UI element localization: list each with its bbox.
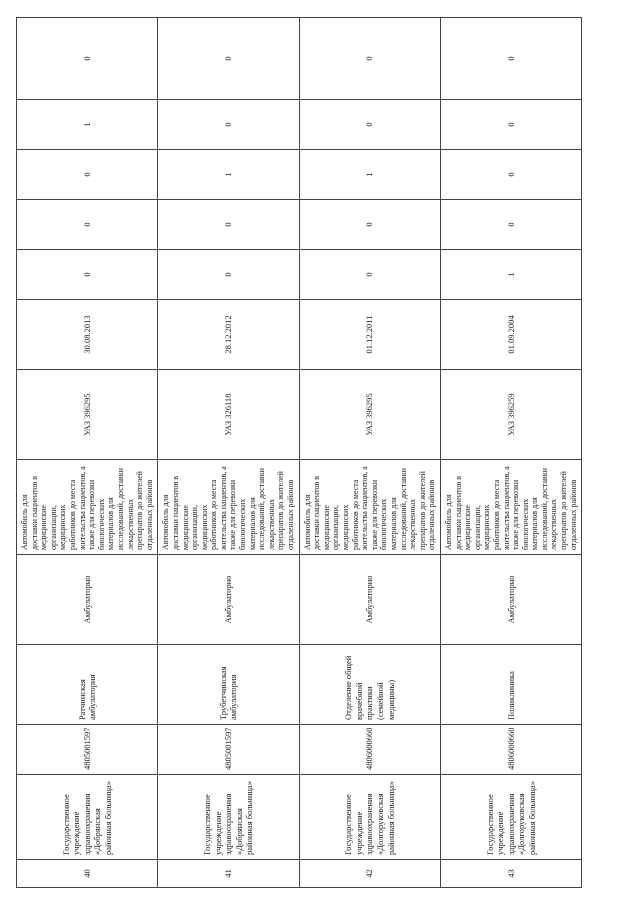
organization-code: 4805001597 [158,725,299,775]
organization-name: Государственное учреждение здравоохранения «Добрянская районная больница» [17,775,158,860]
count-col-3: 0 [17,150,158,200]
count-col-4: 1 [17,100,158,150]
row-number: 40 [17,860,158,888]
count-col-2: 0 [299,200,440,250]
count-col-1: 0 [158,250,299,300]
count-col-5: 0 [440,18,581,100]
vehicle-purpose: Автомобиль для доставки пациентов в медицинские организации, медицинских работников до места жительства пациентов, а также для перевозки биологических материалов для исследований, доставки лекарственных препаратов до жителей отдаленных районов [299,460,440,555]
commission-date: 28.12.2012 [158,300,299,370]
count-col-2: 0 [17,200,158,250]
row-number: 42 [299,860,440,888]
table-row [17,18,158,888]
count-col-2: 0 [440,200,581,250]
organization-code: 4806000660 [299,725,440,775]
department-name: Трубетчинская амбулатория [158,645,299,725]
row-number: 41 [158,860,299,888]
vehicle-model: УАЗ 326118 [158,370,299,460]
count-col-4: 0 [299,100,440,150]
vehicle-model: УАЗ 396259 [440,370,581,460]
department-name: Ратчинская амбулатория [17,645,158,725]
organization-name: Государственное учреждение здравоохранения «Долгоруковская районная больница» [440,775,581,860]
commission-date: 01.12.2011 [299,300,440,370]
count-col-3: 1 [299,150,440,200]
count-col-1: 0 [17,250,158,300]
rotated-table-container [16,18,578,888]
vehicle-table [16,17,582,888]
vehicle-purpose: Автомобиль для доставки пациентов в медицинские организации, медицинских работников до места жительства пациентов, а также для перевозки биологических материалов для исследований, доставки лекарственных препаратов до жителей отдаленных районов [158,460,299,555]
department-name: Отделение общей врачебной практики (семейной медицины) [299,645,440,725]
vehicle-purpose: Автомобиль для доставки пациентов в медицинские организации, медицинских работников до места жительства пациентов, а также для перевозки биологических материалов для исследований, доставки лекарственных препаратов до жителей отдаленных районов [440,460,581,555]
vehicle-model: УАЗ 396295 [17,370,158,460]
care-mode: Амбулаторно [440,555,581,645]
count-col-5: 0 [17,18,158,100]
count-col-1: 1 [440,250,581,300]
commission-date: 01.09.2004 [440,300,581,370]
care-mode: Амбулаторно [17,555,158,645]
department-name: Поликлиника [440,645,581,725]
row-number: 43 [440,860,581,888]
count-col-4: 0 [440,100,581,150]
organization-code: 4805001597 [17,725,158,775]
organization-name: Государственное учреждение здравоохранения «Добрянская районная больница» [158,775,299,860]
count-col-2: 0 [158,200,299,250]
count-col-3: 1 [158,150,299,200]
organization-code: 4806000660 [440,725,581,775]
care-mode: Амбулаторно [158,555,299,645]
table-row [299,18,440,888]
count-col-4: 0 [158,100,299,150]
count-col-5: 0 [299,18,440,100]
table-row [440,18,581,888]
vehicle-model: УАЗ 396295 [299,370,440,460]
table-row [158,18,299,888]
count-col-1: 0 [299,250,440,300]
count-col-3: 0 [440,150,581,200]
care-mode: Амбулаторно [299,555,440,645]
count-col-5: 0 [158,18,299,100]
organization-name: Государственное учреждение здравоохранения «Долгоруковская районная больница» [299,775,440,860]
vehicle-purpose: Автомобиль для доставки пациентов в медицинские организации, медицинских работников до места жительства пациентов, а также для перевозки биологических материалов для исследований, доставки лекарственных препаратов до жителей отдаленных районов [17,460,158,555]
commission-date: 30.08.2013 [17,300,158,370]
